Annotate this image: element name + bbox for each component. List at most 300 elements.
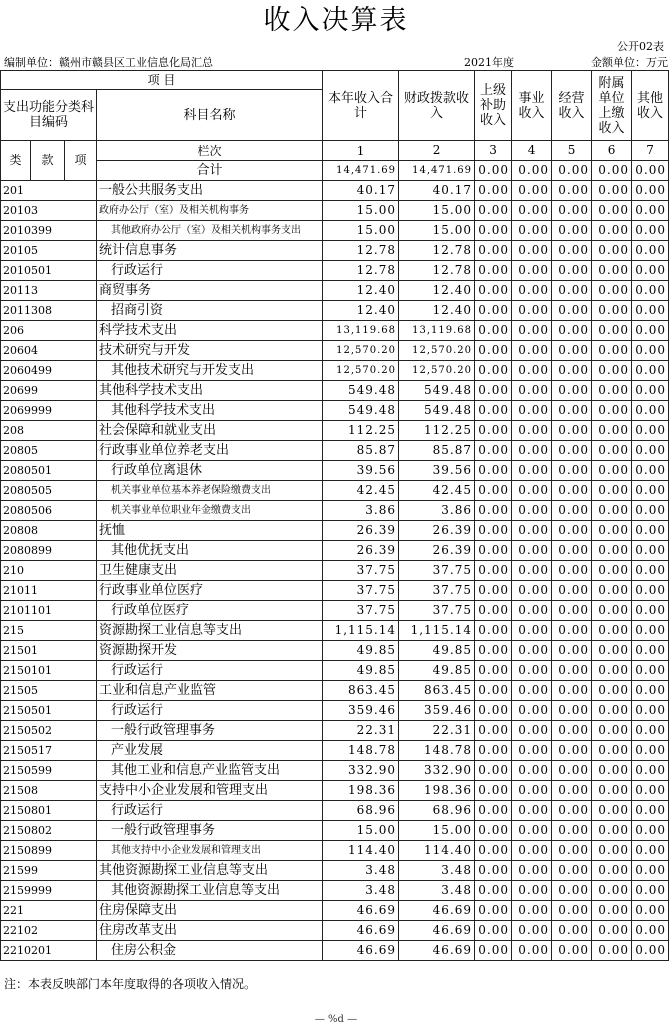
table-row (1, 361, 669, 381)
subject-name: 统计信息事务 (97, 241, 323, 261)
zero-cell: 0.00 (552, 581, 592, 601)
total-income-cell: 148.78 (323, 741, 399, 761)
zero-cell: 0.00 (632, 941, 669, 961)
fiscal-income-cell: 549.48 (399, 381, 475, 401)
total-income-cell: 12.40 (323, 281, 399, 301)
zero-cell: 0.00 (632, 921, 669, 941)
zero-cell: 0.00 (632, 461, 669, 481)
subject-name: 行政运行 (97, 661, 323, 681)
subject-code: 20105 (1, 241, 97, 261)
total-income-cell: 198.36 (323, 781, 399, 801)
fiscal-income-cell: 3.48 (399, 861, 475, 881)
subject-code: 20699 (1, 381, 97, 401)
table-row (1, 281, 669, 301)
zero-cell: 0.00 (512, 201, 552, 221)
total-income-cell: 12.40 (323, 301, 399, 321)
zero-cell: 0.00 (512, 461, 552, 481)
zero-cell: 0.00 (475, 701, 512, 721)
subject-name: 机关事业单位基本养老保险缴费支出 (97, 481, 323, 501)
zero-cell: 0.00 (475, 801, 512, 821)
subject-name: 产业发展 (97, 741, 323, 761)
zero-cell: 0.00 (592, 841, 632, 861)
zero-cell: 0.00 (632, 801, 669, 821)
zero-cell: 0.00 (592, 781, 632, 801)
subject-code: 2101101 (1, 601, 97, 621)
zero-cell: 0.00 (552, 561, 592, 581)
subject-name: 机关事业单位职业年金缴费支出 (97, 501, 323, 521)
table-row (1, 821, 669, 841)
subject-name: 行政单位离退休 (97, 461, 323, 481)
subject-name: 行政运行 (97, 801, 323, 821)
subject-name: 其他优抚支出 (97, 541, 323, 561)
zero-cell: 0.00 (475, 401, 512, 421)
fiscal-income-cell: 46.69 (399, 941, 475, 961)
zero-cell: 0.00 (592, 481, 632, 501)
subject-name: 资源勘探工业信息等支出 (97, 621, 323, 641)
zero-cell: 0.00 (592, 821, 632, 841)
subject-name: 一般行政管理事务 (97, 721, 323, 741)
fiscal-income-cell: 39.56 (399, 461, 475, 481)
subject-code: 21501 (1, 641, 97, 661)
zero-cell: 0.00 (475, 821, 512, 841)
zero-cell: 0.00 (632, 281, 669, 301)
table-row (1, 561, 669, 581)
fiscal-income-cell: 148.78 (399, 741, 475, 761)
subject-name: 其他工业和信息产业监管支出 (97, 761, 323, 781)
header-code-title: 支出功能分类科目编码 (1, 90, 97, 141)
total-income-cell: 114.40 (323, 841, 399, 861)
zero-cell: 0.00 (512, 701, 552, 721)
zero-cell: 0.00 (632, 741, 669, 761)
subject-code: 2150599 (1, 761, 97, 781)
fiscal-income-cell: 46.69 (399, 901, 475, 921)
fiscal-income-cell: 15.00 (399, 201, 475, 221)
header-other-income: 其他收入 (632, 71, 669, 141)
subject-code: 2150802 (1, 821, 97, 841)
zero-cell: 0.00 (632, 381, 669, 401)
total-label: 合计 (97, 161, 323, 181)
total-income-cell: 3.86 (323, 501, 399, 521)
zero-cell: 0.00 (475, 501, 512, 521)
zero-cell: 0.00 (512, 341, 552, 361)
fiscal-income-cell: 332.90 (399, 761, 475, 781)
zero-cell: 0.00 (552, 681, 592, 701)
zero-cell: 0.00 (512, 541, 552, 561)
subject-name: 其他资源勘探工业信息等支出 (97, 861, 323, 881)
total-cell: 14,471.69 (399, 161, 475, 181)
zero-cell: 0.00 (512, 401, 552, 421)
zero-cell: 0.00 (475, 881, 512, 901)
zero-cell: 0.00 (512, 501, 552, 521)
table-row (1, 661, 669, 681)
total-income-cell: 3.48 (323, 881, 399, 901)
table-row (1, 261, 669, 281)
zero-cell: 0.00 (475, 481, 512, 501)
subject-code: 210 (1, 561, 97, 581)
zero-cell: 0.00 (592, 761, 632, 781)
total-income-cell: 39.56 (323, 461, 399, 481)
table-row (1, 901, 669, 921)
subject-code: 20113 (1, 281, 97, 301)
subject-code: 2210201 (1, 941, 97, 961)
zero-cell: 0.00 (475, 381, 512, 401)
fiscal-income-cell: 15.00 (399, 221, 475, 241)
zero-cell: 0.00 (512, 521, 552, 541)
zero-cell: 0.00 (552, 841, 592, 861)
zero-cell: 0.00 (552, 361, 592, 381)
zero-cell: 0.00 (552, 801, 592, 821)
zero-cell: 0.00 (475, 841, 512, 861)
zero-cell: 0.00 (512, 941, 552, 961)
zero-cell: 0.00 (592, 221, 632, 241)
zero-cell: 0.00 (512, 801, 552, 821)
zero-cell: 0.00 (592, 301, 632, 321)
zero-cell: 0.00 (475, 581, 512, 601)
total-income-cell: 49.85 (323, 661, 399, 681)
zero-cell: 0.00 (475, 281, 512, 301)
zero-cell: 0.00 (552, 941, 592, 961)
zero-cell: 0.00 (512, 641, 552, 661)
col-no-5: 5 (552, 141, 592, 161)
zero-cell: 0.00 (632, 621, 669, 641)
zero-cell: 0.00 (512, 821, 552, 841)
zero-cell: 0.00 (475, 781, 512, 801)
subject-code: 2150899 (1, 841, 97, 861)
zero-cell: 0.00 (552, 741, 592, 761)
header-total-income: 本年收入合计 (323, 71, 399, 141)
zero-cell: 0.00 (632, 701, 669, 721)
col-no-7: 7 (632, 141, 669, 161)
zero-cell: 0.00 (592, 261, 632, 281)
subject-name: 其他政府办公厅（室）及相关机构事务支出 (97, 221, 323, 241)
zero-cell: 0.00 (512, 601, 552, 621)
zero-cell: 0.00 (475, 721, 512, 741)
fiscal-income-cell: 13,119.68 (399, 321, 475, 341)
zero-cell: 0.00 (475, 941, 512, 961)
subject-code: 2150501 (1, 701, 97, 721)
zero-cell: 0.00 (632, 561, 669, 581)
zero-cell: 0.00 (512, 301, 552, 321)
zero-cell: 0.00 (552, 541, 592, 561)
table-row (1, 641, 669, 661)
zero-cell: 0.00 (552, 301, 592, 321)
table-row (1, 781, 669, 801)
zero-cell: 0.00 (512, 441, 552, 461)
zero-cell: 0.00 (592, 941, 632, 961)
col-no-1: 1 (323, 141, 399, 161)
table-row (1, 401, 669, 421)
subject-name: 招商引资 (97, 301, 323, 321)
zero-cell: 0.00 (632, 301, 669, 321)
zero-cell: 0.00 (552, 781, 592, 801)
table-row (1, 501, 669, 521)
zero-cell: 0.00 (475, 601, 512, 621)
fiscal-income-cell: 40.17 (399, 181, 475, 201)
zero-cell: 0.00 (592, 461, 632, 481)
zero-cell: 0.00 (632, 201, 669, 221)
zero-cell: 0.00 (475, 341, 512, 361)
zero-cell: 0.00 (475, 761, 512, 781)
subject-name: 社会保障和就业支出 (97, 421, 323, 441)
zero-cell: 0.00 (475, 921, 512, 941)
zero-cell: 0.00 (552, 281, 592, 301)
zero-cell: 0.00 (512, 861, 552, 881)
subject-code: 2150517 (1, 741, 97, 761)
zero-cell: 0.00 (475, 221, 512, 241)
subject-code: 2010399 (1, 221, 97, 241)
table-row (1, 321, 669, 341)
total-income-cell: 3.48 (323, 861, 399, 881)
income-table (0, 70, 669, 961)
fiscal-income-cell: 112.25 (399, 421, 475, 441)
zero-cell: 0.00 (552, 821, 592, 841)
zero-cell: 0.00 (552, 701, 592, 721)
fiscal-income-cell: 198.36 (399, 781, 475, 801)
table-row (1, 301, 669, 321)
subject-code: 2080506 (1, 501, 97, 521)
fiscal-income-cell: 12.78 (399, 261, 475, 281)
table-row (1, 921, 669, 941)
zero-cell: 0.00 (475, 641, 512, 661)
zero-cell: 0.00 (632, 581, 669, 601)
zero-cell: 0.00 (512, 741, 552, 761)
zero-cell: 0.00 (552, 481, 592, 501)
total-cell: 0.00 (632, 161, 669, 181)
zero-cell: 0.00 (632, 501, 669, 521)
subject-name: 行政运行 (97, 701, 323, 721)
subject-code: 2080505 (1, 481, 97, 501)
subject-name: 一般行政管理事务 (97, 821, 323, 841)
total-income-cell: 26.39 (323, 541, 399, 561)
page-title: 收入决算表 (263, 5, 409, 36)
header-xiang: 项 (65, 141, 97, 181)
total-income-cell: 68.96 (323, 801, 399, 821)
subject-code: 208 (1, 421, 97, 441)
zero-cell: 0.00 (552, 601, 592, 621)
reporting-unit: 编制单位：赣州市赣县区工业信息化局汇总 (4, 56, 213, 69)
zero-cell: 0.00 (592, 441, 632, 461)
total-cell: 0.00 (475, 161, 512, 181)
zero-cell: 0.00 (632, 181, 669, 201)
total-income-cell: 15.00 (323, 201, 399, 221)
zero-cell: 0.00 (632, 521, 669, 541)
zero-cell: 0.00 (475, 861, 512, 881)
fiscal-income-cell: 37.75 (399, 561, 475, 581)
total-cell: 0.00 (592, 161, 632, 181)
subject-name: 工业和信息产业监管 (97, 681, 323, 701)
fiscal-income-cell: 3.86 (399, 501, 475, 521)
zero-cell: 0.00 (552, 401, 592, 421)
subject-code: 20805 (1, 441, 97, 461)
total-income-cell: 40.17 (323, 181, 399, 201)
subject-code: 201 (1, 181, 97, 201)
header-lanci: 栏次 (97, 141, 323, 161)
zero-cell: 0.00 (592, 721, 632, 741)
table-row (1, 181, 669, 201)
table-row (1, 861, 669, 881)
fiscal-income-cell: 549.48 (399, 401, 475, 421)
zero-cell: 0.00 (592, 581, 632, 601)
subject-code: 2011308 (1, 301, 97, 321)
header-kuan: 款 (31, 141, 65, 181)
fiscal-income-cell: 12,570.20 (399, 361, 475, 381)
zero-cell: 0.00 (475, 201, 512, 221)
subject-name: 行政事业单位养老支出 (97, 441, 323, 461)
zero-cell: 0.00 (512, 421, 552, 441)
zero-cell: 0.00 (632, 681, 669, 701)
fiscal-income-cell: 359.46 (399, 701, 475, 721)
total-income-cell: 359.46 (323, 701, 399, 721)
subject-name: 其他支持中小企业发展和管理支出 (97, 841, 323, 861)
zero-cell: 0.00 (592, 181, 632, 201)
zero-cell: 0.00 (512, 261, 552, 281)
zero-cell: 0.00 (552, 381, 592, 401)
col-no-2: 2 (399, 141, 475, 161)
subject-code: 215 (1, 621, 97, 641)
zero-cell: 0.00 (475, 621, 512, 641)
zero-cell: 0.00 (512, 721, 552, 741)
fiscal-income-cell: 12,570.20 (399, 341, 475, 361)
zero-cell: 0.00 (512, 181, 552, 201)
fiscal-income-cell: 863.45 (399, 681, 475, 701)
table-row (1, 201, 669, 221)
zero-cell: 0.00 (592, 421, 632, 441)
table-row (1, 701, 669, 721)
total-income-cell: 863.45 (323, 681, 399, 701)
subject-name: 行政运行 (97, 261, 323, 281)
table-row (1, 581, 669, 601)
zero-cell: 0.00 (512, 681, 552, 701)
zero-cell: 0.00 (552, 761, 592, 781)
subject-code: 21599 (1, 861, 97, 881)
subject-code: 21505 (1, 681, 97, 701)
zero-cell: 0.00 (592, 561, 632, 581)
subject-code: 2060499 (1, 361, 97, 381)
zero-cell: 0.00 (512, 901, 552, 921)
subject-code: 21508 (1, 781, 97, 801)
zero-cell: 0.00 (632, 781, 669, 801)
col-no-6: 6 (592, 141, 632, 161)
zero-cell: 0.00 (552, 261, 592, 281)
subject-code: 206 (1, 321, 97, 341)
table-row (1, 601, 669, 621)
fiscal-income-cell: 37.75 (399, 581, 475, 601)
subject-name: 科学技术支出 (97, 321, 323, 341)
table-row (1, 541, 669, 561)
subject-code: 2159999 (1, 881, 97, 901)
total-income-cell: 549.48 (323, 381, 399, 401)
header-xiangmu: 项 目 (1, 71, 323, 90)
zero-cell: 0.00 (552, 501, 592, 521)
zero-cell: 0.00 (475, 541, 512, 561)
subject-code: 22102 (1, 921, 97, 941)
zero-cell: 0.00 (592, 281, 632, 301)
zero-cell: 0.00 (592, 321, 632, 341)
total-income-cell: 37.75 (323, 601, 399, 621)
zero-cell: 0.00 (475, 521, 512, 541)
zero-cell: 0.00 (632, 721, 669, 741)
total-income-cell: 37.75 (323, 561, 399, 581)
fiscal-income-cell: 114.40 (399, 841, 475, 861)
subject-code: 2010501 (1, 261, 97, 281)
subject-name: 商贸事务 (97, 281, 323, 301)
zero-cell: 0.00 (592, 401, 632, 421)
subject-name: 卫生健康支出 (97, 561, 323, 581)
subject-name: 其他资源勘探工业信息等支出 (97, 881, 323, 901)
fiscal-income-cell: 3.48 (399, 881, 475, 901)
table-note: 注：本表反映部门本年度取得的各项收入情况。 (4, 977, 257, 991)
zero-cell: 0.00 (512, 581, 552, 601)
total-cell: 0.00 (512, 161, 552, 181)
table-row (1, 741, 669, 761)
zero-cell: 0.00 (592, 661, 632, 681)
zero-cell: 0.00 (632, 601, 669, 621)
zero-cell: 0.00 (512, 761, 552, 781)
zero-cell: 0.00 (592, 881, 632, 901)
zero-cell: 0.00 (512, 481, 552, 501)
total-income-cell: 85.87 (323, 441, 399, 461)
subject-code: 20103 (1, 201, 97, 221)
table-row (1, 341, 669, 361)
subject-name: 抚恤 (97, 521, 323, 541)
total-income-cell: 13,119.68 (323, 321, 399, 341)
table-row (1, 521, 669, 541)
header-fiscal-income: 财政拨款收入 (399, 71, 475, 141)
zero-cell: 0.00 (475, 361, 512, 381)
header-business-income: 事业收入 (512, 71, 552, 141)
total-income-cell: 42.45 (323, 481, 399, 501)
zero-cell: 0.00 (475, 441, 512, 461)
subject-name: 其他科学技术支出 (97, 401, 323, 421)
total-income-cell: 26.39 (323, 521, 399, 541)
zero-cell: 0.00 (592, 901, 632, 921)
subject-code: 2080899 (1, 541, 97, 561)
header-lei: 类 (1, 141, 31, 181)
zero-cell: 0.00 (475, 321, 512, 341)
total-income-cell: 49.85 (323, 641, 399, 661)
total-income-cell: 15.00 (323, 221, 399, 241)
total-income-cell: 37.75 (323, 581, 399, 601)
zero-cell: 0.00 (592, 241, 632, 261)
zero-cell: 0.00 (632, 421, 669, 441)
total-income-cell: 1,115.14 (323, 621, 399, 641)
header-subsidy-income: 上级补助收入 (475, 71, 512, 141)
zero-cell: 0.00 (512, 881, 552, 901)
zero-cell: 0.00 (592, 681, 632, 701)
subject-name: 行政事业单位医疗 (97, 581, 323, 601)
zero-cell: 0.00 (552, 721, 592, 741)
zero-cell: 0.00 (512, 321, 552, 341)
fiscal-income-cell: 22.31 (399, 721, 475, 741)
subject-code: 2069999 (1, 401, 97, 421)
table-row (1, 421, 669, 441)
zero-cell: 0.00 (632, 821, 669, 841)
table-row (1, 841, 669, 861)
zero-cell: 0.00 (632, 901, 669, 921)
table-row (1, 801, 669, 821)
fiscal-income-cell: 26.39 (399, 521, 475, 541)
zero-cell: 0.00 (632, 221, 669, 241)
zero-cell: 0.00 (512, 361, 552, 381)
zero-cell: 0.00 (592, 621, 632, 641)
zero-cell: 0.00 (475, 181, 512, 201)
subject-code: 2080501 (1, 461, 97, 481)
total-income-cell: 332.90 (323, 761, 399, 781)
zero-cell: 0.00 (632, 881, 669, 901)
subject-name: 行政单位医疗 (97, 601, 323, 621)
fiscal-income-cell: 1,115.14 (399, 621, 475, 641)
zero-cell: 0.00 (512, 841, 552, 861)
